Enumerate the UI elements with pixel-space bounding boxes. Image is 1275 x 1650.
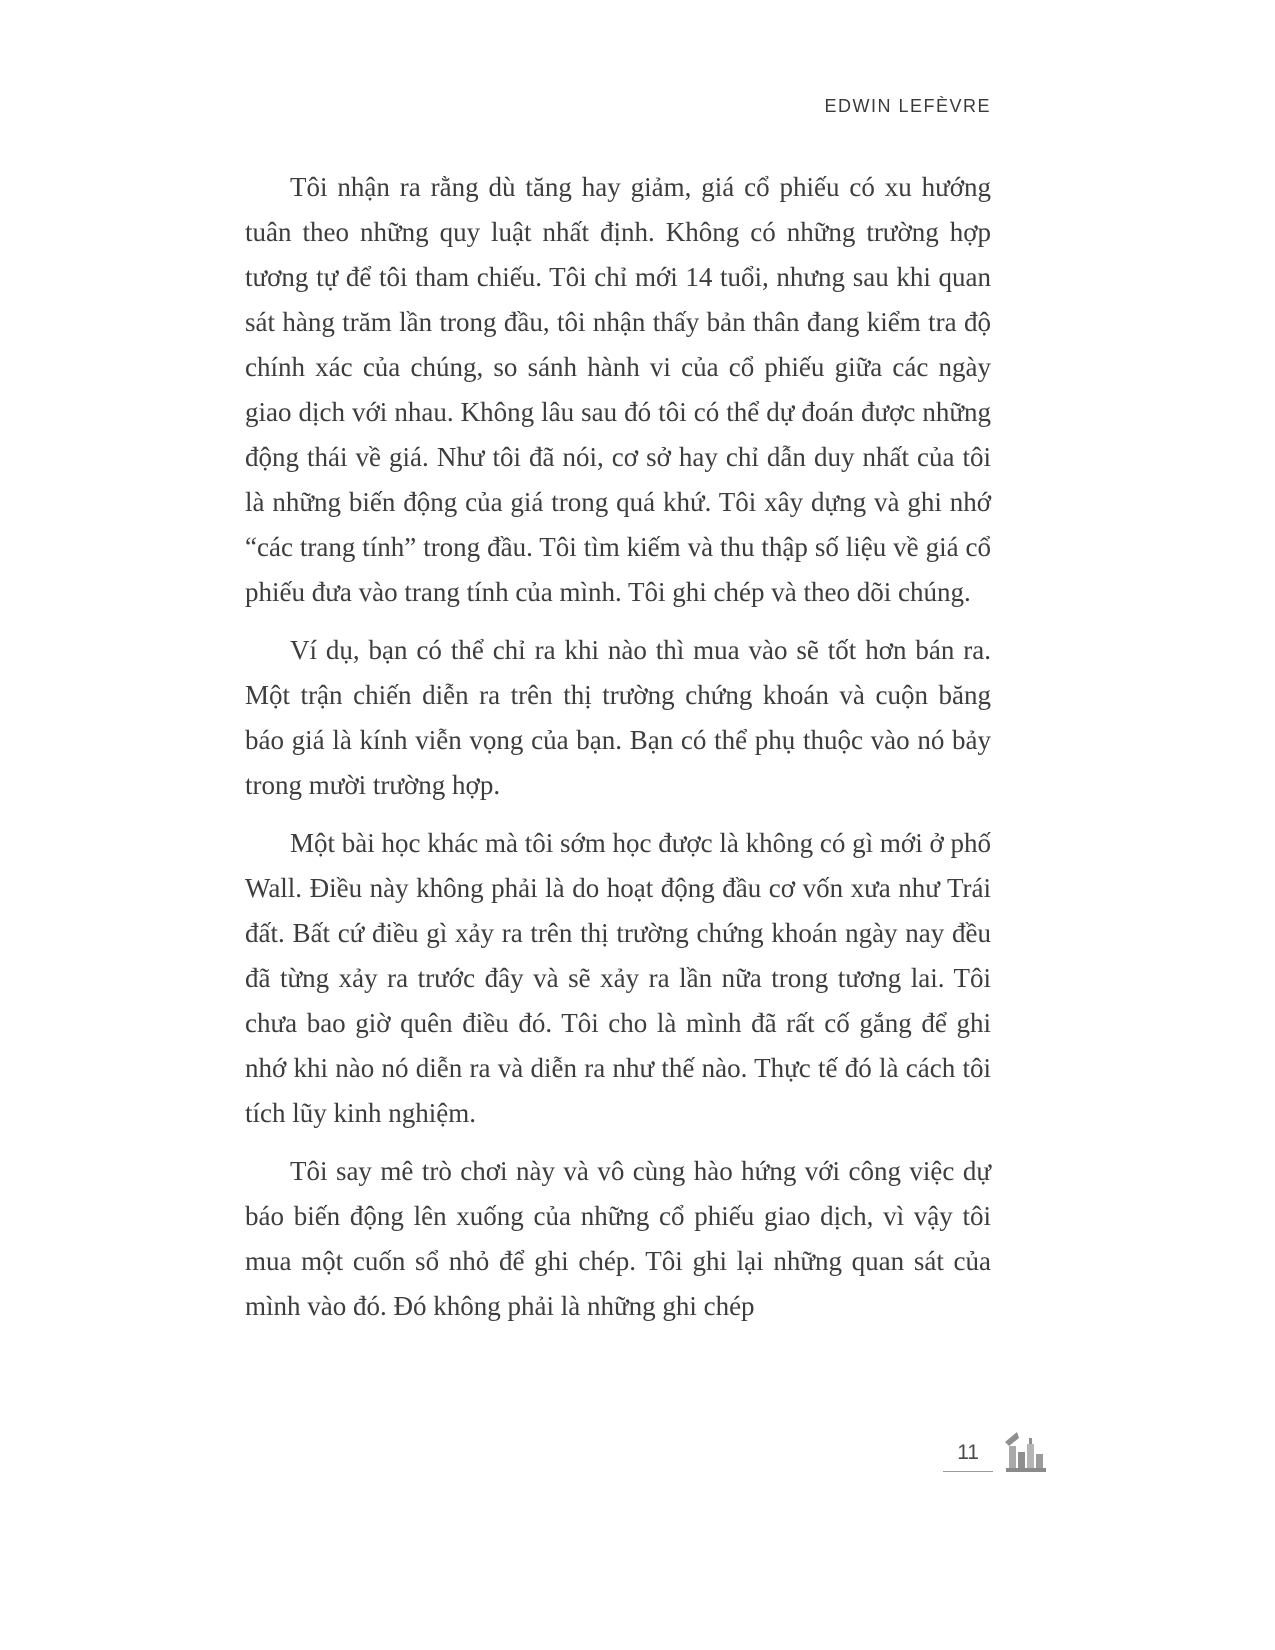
paragraph-2: Ví dụ, bạn có thể chỉ ra khi nào thì mua vào sẽ tốt hơn bán ra. Một trận chiến diễn ra trên thị trường chứng khoán và cuộn băng báo giá là kính viễn vọng của bạn. Bạn có thể phụ thuộc vào nó bảy trong mười trường hợp. xyxy=(245,635,991,800)
paragraph-1: Tôi nhận ra rằng dù tăng hay giảm, giá cổ phiếu có xu hướng tuân theo những quy luật nhất định. Không có những trường hợp tương tự để tôi tham chiếu. Tôi chỉ mới 14 tuổi, nhưng sau khi quan sát hàng trăm lần trong đầu, tôi nhận thấy bản thân đang kiểm tra độ chính xác của chúng, so sánh hành vi của cổ phiếu giữa các ngày giao dịch với nhau. Không lâu sau đó tôi có thể dự đoán được những động thái về giá. Như tôi đã nói, cơ sở hay chỉ dẫn duy nhất của tôi là những biến động của giá trong quá khứ. Tôi xây dựng và ghi nhớ “các trang tính” trong đầu. Tôi tìm kiếm và thu thập số liệu về giá cổ phiếu đưa vào trang tính của mình. Tôi ghi chép và theo dõi chúng. xyxy=(245,172,991,607)
page-footer xyxy=(943,1428,1049,1472)
page-number: 11 xyxy=(943,1441,993,1472)
running-head-author: EDWIN LEFÈVRE xyxy=(824,96,991,116)
publisher-skyline-logo-icon xyxy=(1003,1428,1049,1472)
paragraph-4: Tôi say mê trò chơi này và vô cùng hào hứng với công việc dự báo biến động lên xuống của những cổ phiếu giao dịch, vì vậy tôi mua một cuốn sổ nhỏ để ghi chép. Tôi ghi lại những quan sát của mình vào đó. Đó không phải là những ghi chép xyxy=(245,1156,991,1321)
body-copy xyxy=(245,165,991,1329)
text-block xyxy=(245,96,991,1342)
paragraph-3: Một bài học khác mà tôi sớm học được là không có gì mới ở phố Wall. Điều này không phải là do hoạt động đầu cơ vốn xưa như Trái đất. Bất cứ điều gì xảy ra trên thị trường chứng khoán ngày nay đều đã từng xảy ra trước đây và sẽ xảy ra lần nữa trong tương lai. Tôi chưa bao giờ quên điều đó. Tôi cho là mình đã rất cố gắng để ghi nhớ khi nào nó diễn ra và diễn ra như thế nào. Thực tế đó là cách tôi tích lũy kinh nghiệm. xyxy=(245,828,991,1128)
